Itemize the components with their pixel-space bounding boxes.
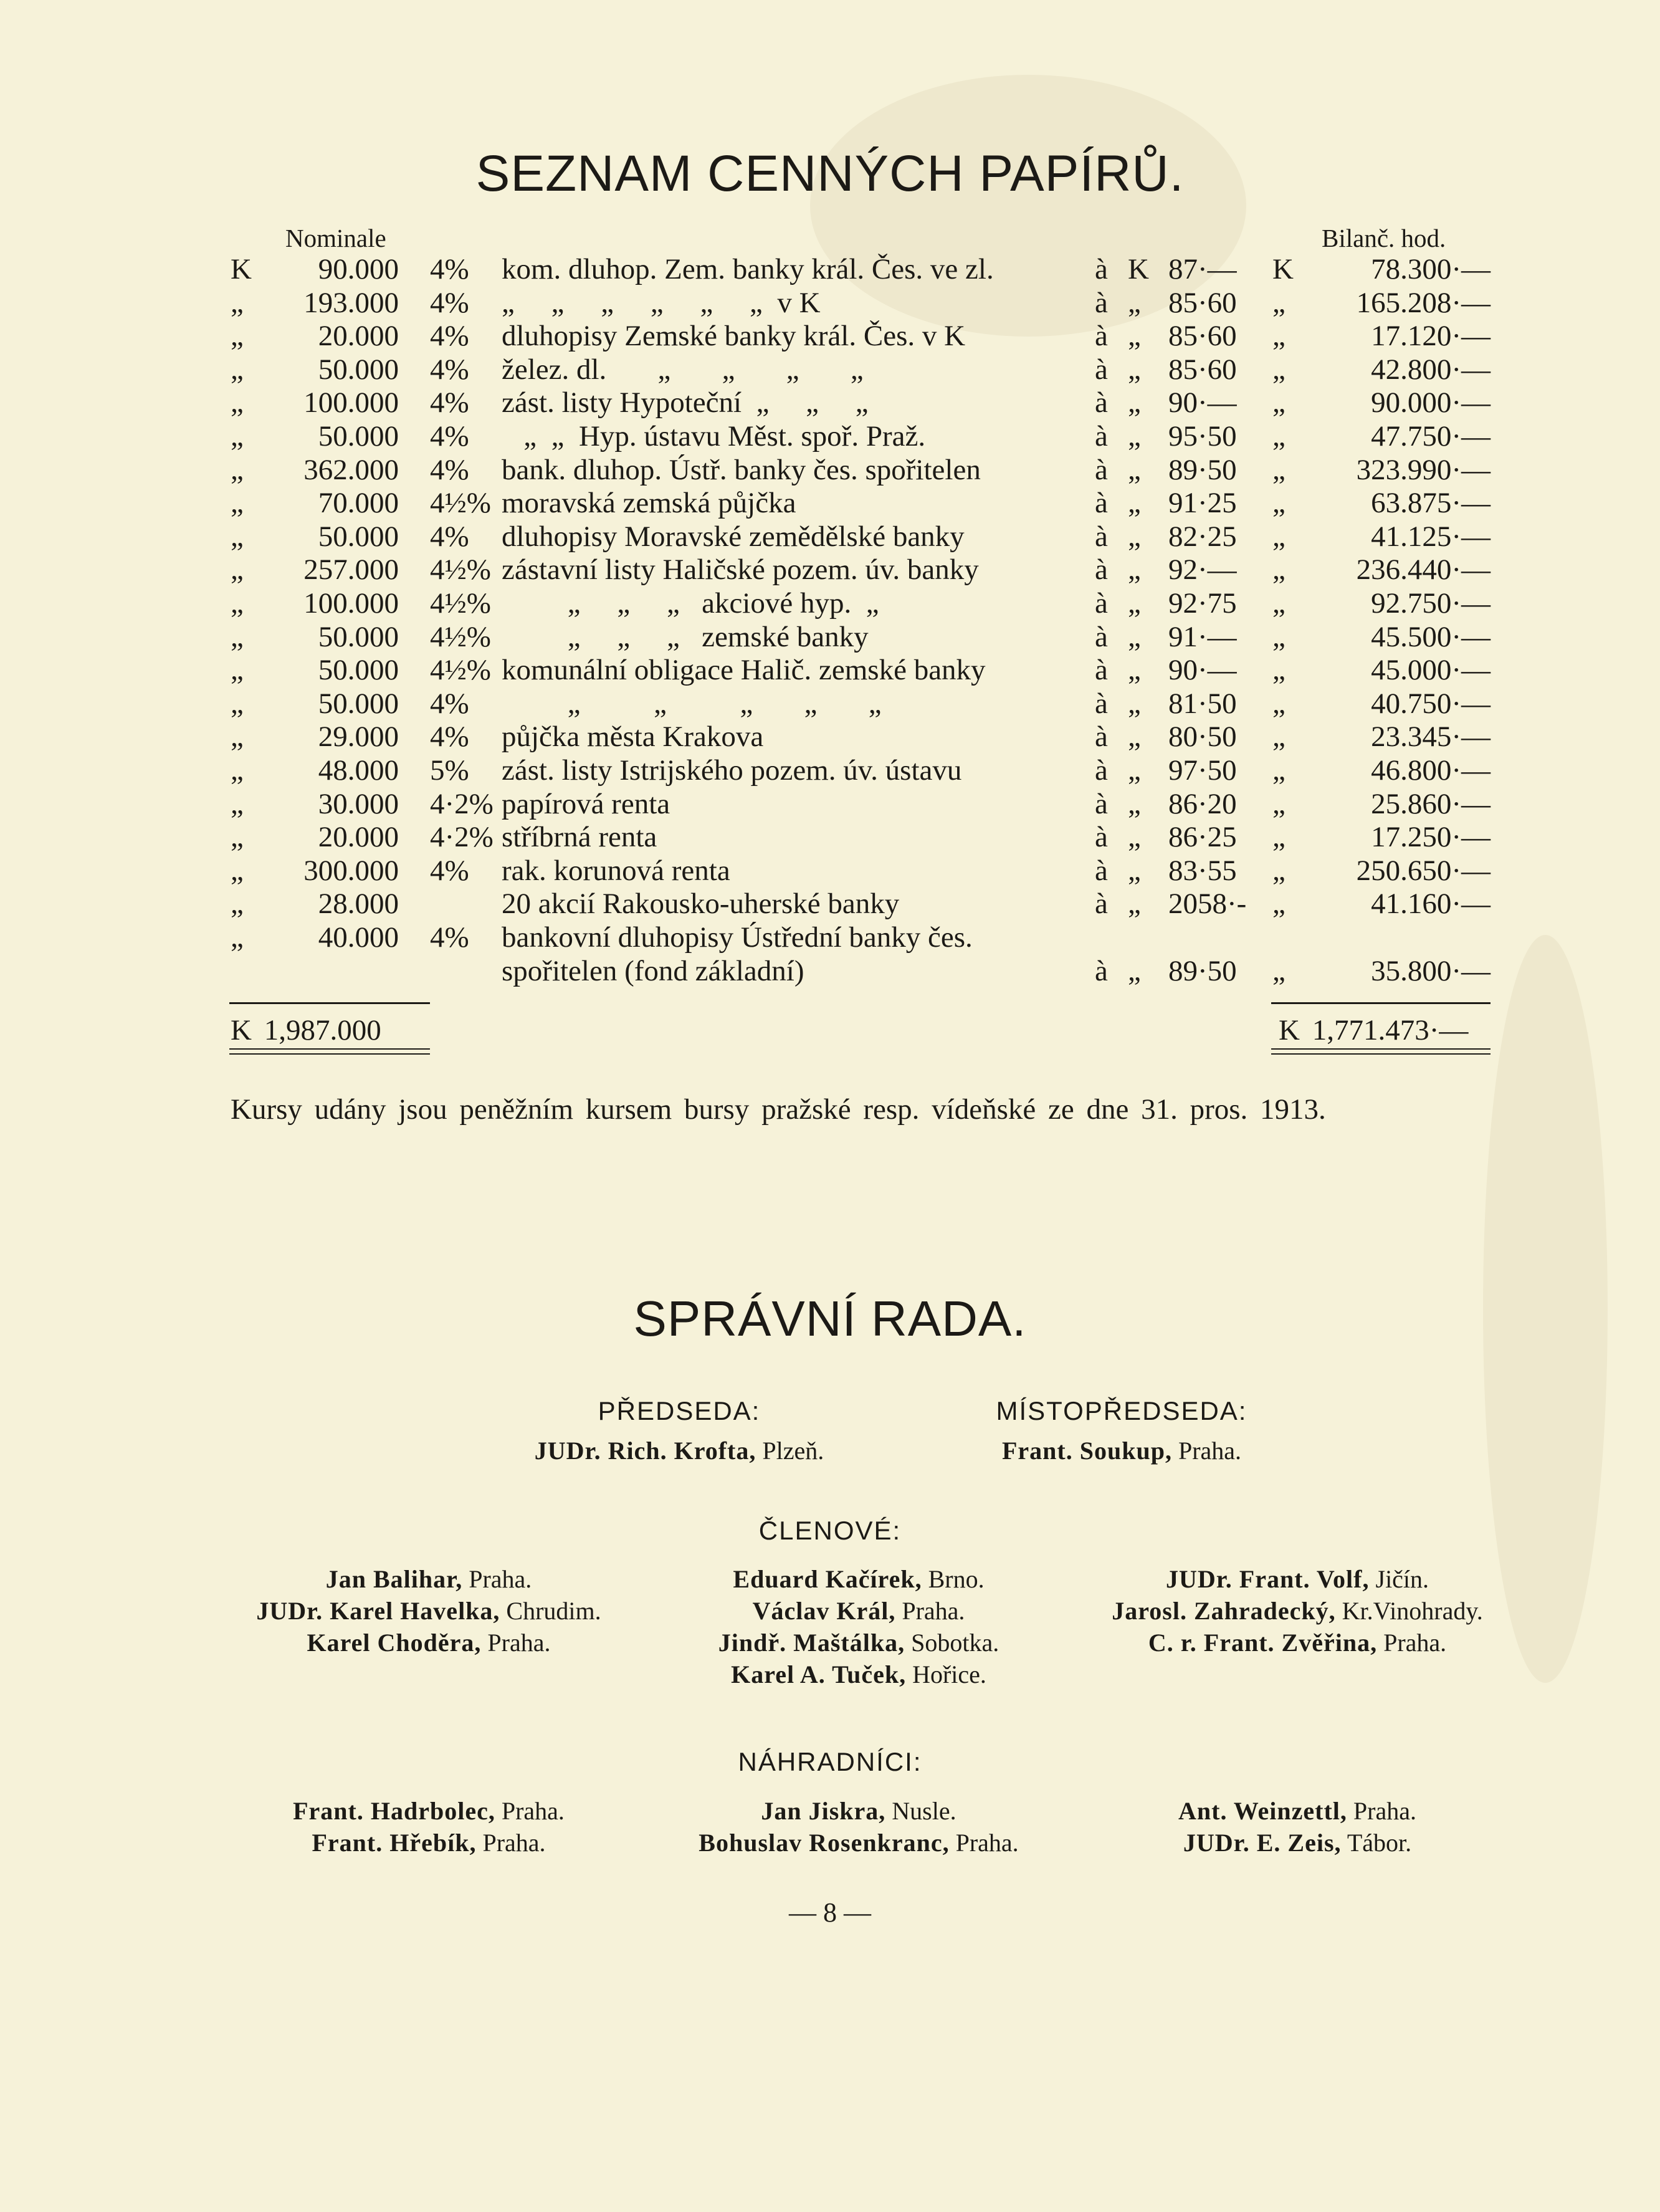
- cell-desc: „ „ „ „ „: [502, 687, 882, 720]
- cell-pcur: „: [1128, 420, 1141, 452]
- table-row: [0, 353, 1660, 386]
- cell-a: à: [1095, 854, 1108, 887]
- person-entry: [609, 1659, 1108, 1691]
- person-name: Karel A. Tuček,: [731, 1660, 907, 1688]
- person-name: Jan Balihar,: [325, 1565, 463, 1593]
- person-entry: [1048, 1595, 1547, 1627]
- cell-cur: K: [231, 253, 252, 285]
- cell-price: 89·50: [1168, 954, 1237, 987]
- cell-nom: 362.000: [303, 453, 399, 486]
- cell-nom: 50.000: [318, 353, 399, 386]
- person-place: Jičín.: [1375, 1565, 1429, 1593]
- table-row: [0, 320, 1660, 353]
- balance-column-header: Bilanč. hod.: [1322, 224, 1446, 252]
- table-row: [0, 955, 1660, 988]
- cell-rate: 4%: [430, 687, 469, 720]
- cell-bal: 42.800·—: [1371, 353, 1491, 386]
- page-number: — 8 —: [789, 1897, 871, 1928]
- cell-bcur: „: [1272, 854, 1286, 887]
- total-rule-left: [229, 1002, 430, 1004]
- cell-bcur: „: [1272, 487, 1286, 520]
- cell-desc: dluhopisy Zemské banky král. Čes. v K: [502, 320, 966, 353]
- person-name: Frant. Hřebík,: [312, 1829, 477, 1857]
- cell-price: 89·50: [1168, 453, 1237, 486]
- person-place: Praha.: [501, 1797, 565, 1825]
- cell-nom: 300.000: [303, 854, 399, 887]
- cell-cur: „: [231, 754, 244, 787]
- person-name: Frant. Hadrbolec,: [293, 1797, 495, 1825]
- cell-pcur: K: [1128, 253, 1149, 285]
- total-rule-right: [1271, 1002, 1491, 1004]
- cell-bcur: „: [1272, 320, 1286, 353]
- cell-cur: „: [231, 888, 244, 921]
- cell-bcur: „: [1272, 654, 1286, 687]
- cell-price: 97·50: [1168, 754, 1237, 787]
- cell-nom: 20.000: [318, 821, 399, 854]
- vice-chair-name: Frant. Soukup,: [1001, 1437, 1172, 1465]
- cell-desc: zástavní listy Haličské pozem. úv. banky: [502, 553, 979, 587]
- members-label: ČLENOVÉ:: [758, 1516, 902, 1545]
- cell-rate: 5%: [430, 754, 469, 787]
- cell-bal: 40.750·—: [1371, 687, 1491, 720]
- cell-bal: 236.440·—: [1356, 553, 1491, 587]
- table-row: [0, 821, 1660, 854]
- cell-pcur: „: [1128, 687, 1141, 720]
- cell-a: à: [1095, 353, 1108, 386]
- cell-nom: 40.000: [318, 921, 399, 954]
- person-entry: [609, 1563, 1108, 1596]
- person-place: Sobotka.: [911, 1629, 999, 1657]
- person-name: Jindř. Maštálka,: [718, 1629, 905, 1657]
- cell-bal: 23.345·—: [1371, 721, 1491, 754]
- cell-price: 95·50: [1168, 420, 1237, 452]
- table-row: [0, 287, 1660, 320]
- cell-bcur: „: [1272, 353, 1286, 386]
- cell-pcur: „: [1128, 453, 1141, 486]
- person-entry: [179, 1595, 678, 1627]
- cell-price: 83·55: [1168, 854, 1237, 887]
- cell-price: 82·25: [1168, 520, 1237, 553]
- table-row: [0, 621, 1660, 654]
- person-place: Praha.: [955, 1829, 1019, 1857]
- cell-rate: 4%: [430, 386, 469, 419]
- cell-nom: 90.000: [318, 253, 399, 285]
- table-row: [0, 788, 1660, 821]
- cell-nom: 50.000: [318, 687, 399, 720]
- cell-a: à: [1095, 787, 1108, 820]
- cell-bal: 41.160·—: [1371, 888, 1491, 921]
- person-entry: [179, 1827, 678, 1859]
- cell-bcur: „: [1272, 453, 1286, 486]
- cell-desc: moravská zemská půjčka: [502, 487, 796, 520]
- nominal-column-header: Nominale: [285, 224, 386, 252]
- cell-price: 90·—: [1168, 386, 1237, 419]
- cell-pcur: „: [1128, 520, 1141, 553]
- cell-desc: „ „ „ akciové hyp. „: [502, 587, 879, 620]
- cell-a: à: [1095, 754, 1108, 787]
- table-row: [0, 888, 1660, 921]
- cell-bcur: „: [1272, 821, 1286, 854]
- total-double-rule-left-1: [229, 1048, 430, 1050]
- cell-bal: 90.000·—: [1371, 386, 1491, 419]
- cell-cur: „: [231, 487, 244, 520]
- cell-desc: rak. korunová renta: [502, 854, 730, 887]
- table-row: [0, 921, 1660, 954]
- cell-bcur: „: [1272, 620, 1286, 653]
- person-place: Kr.Vinohrady.: [1342, 1597, 1483, 1625]
- person-entry: [1048, 1563, 1547, 1596]
- cell-cur: „: [231, 553, 244, 587]
- cell-cur: „: [231, 854, 244, 887]
- cell-pcur: „: [1128, 787, 1141, 820]
- person-place: Praha.: [482, 1829, 546, 1857]
- cell-nom: 70.000: [318, 487, 399, 520]
- cell-bal: 92.750·—: [1371, 587, 1491, 620]
- table-row: [0, 754, 1660, 787]
- cell-desc: komunální obligace Halič. zemské banky: [502, 654, 986, 687]
- vice-chair-place: Praha.: [1178, 1437, 1242, 1465]
- cell-rate: 4%: [430, 453, 469, 486]
- cell-bcur: „: [1272, 954, 1286, 987]
- cell-desc: půjčka města Krakova: [502, 721, 764, 754]
- cell-rate: 4%: [430, 520, 469, 553]
- cell-nom: 50.000: [318, 520, 399, 553]
- person-place: Praha.: [1353, 1797, 1416, 1825]
- table-row: [0, 687, 1660, 721]
- cell-rate: 4%: [430, 921, 469, 954]
- cell-cur: „: [231, 386, 244, 419]
- cell-a: à: [1095, 420, 1108, 452]
- table-row: [0, 553, 1660, 587]
- cell-pcur: „: [1128, 587, 1141, 620]
- cell-rate: 4%: [430, 286, 469, 319]
- cell-a: à: [1095, 286, 1108, 319]
- person-place: Chrudim.: [506, 1597, 601, 1625]
- cell-a: à: [1095, 888, 1108, 921]
- cell-pcur: „: [1128, 854, 1141, 887]
- cell-a: à: [1095, 721, 1108, 754]
- cell-price: 91·25: [1168, 487, 1237, 520]
- cell-price: 85·60: [1168, 286, 1237, 319]
- cell-desc: 20 akcií Rakousko-uherské banky: [502, 888, 900, 921]
- cell-pcur: „: [1128, 553, 1141, 587]
- cell-desc: zást. listy Hypoteční „ „ „: [502, 386, 869, 419]
- cell-cur: „: [231, 721, 244, 754]
- person-place: Praha.: [487, 1629, 551, 1657]
- cell-desc: „ „ „ zemské banky: [502, 620, 869, 653]
- table-row: [0, 855, 1660, 888]
- cell-cur: „: [231, 620, 244, 653]
- cell-desc: „ „ „ „ „ „ v K: [502, 286, 821, 319]
- table-row: [0, 654, 1660, 687]
- chair-label: PŘEDSEDA:: [598, 1396, 761, 1425]
- cell-rate: 4%: [430, 420, 469, 452]
- person-name: JUDr. Frant. Volf,: [1165, 1565, 1370, 1593]
- cell-bcur: „: [1272, 286, 1286, 319]
- cell-a: à: [1095, 587, 1108, 620]
- cell-price: 85·60: [1168, 353, 1237, 386]
- cell-a: à: [1095, 520, 1108, 553]
- cell-desc: dluhopisy Moravské zemědělské banky: [502, 520, 965, 553]
- cell-pcur: „: [1128, 721, 1141, 754]
- person-entry: [179, 1563, 678, 1596]
- cell-rate: 4%: [430, 320, 469, 353]
- person-place: Brno.: [928, 1565, 985, 1593]
- cell-price: 86·20: [1168, 787, 1237, 820]
- total-double-rule-left-2: [229, 1053, 430, 1055]
- person-name: Ant. Weinzettl,: [1178, 1797, 1347, 1825]
- cell-a: à: [1095, 687, 1108, 720]
- cell-bcur: „: [1272, 420, 1286, 452]
- cell-desc: kom. dluhop. Zem. banky král. Čes. ve zl.: [502, 253, 994, 285]
- person-name: Bohuslav Rosenkranc,: [699, 1829, 950, 1857]
- cell-bal: 250.650·—: [1356, 854, 1491, 887]
- person-name: Karel Choděra,: [307, 1629, 482, 1657]
- cell-bcur: „: [1272, 787, 1286, 820]
- person-entry: [609, 1827, 1108, 1859]
- cell-a: à: [1095, 821, 1108, 854]
- table-row: [0, 420, 1660, 453]
- cell-cur: „: [231, 821, 244, 854]
- cell-bcur: „: [1272, 553, 1286, 587]
- cell-bcur: „: [1272, 587, 1286, 620]
- table-row: [0, 454, 1660, 487]
- cell-price: 92·75: [1168, 587, 1237, 620]
- cell-price: 2058·-: [1168, 888, 1247, 921]
- person-place: Praha.: [902, 1597, 965, 1625]
- person-name: Jarosl. Zahradecký,: [1112, 1597, 1336, 1625]
- cell-pcur: „: [1128, 654, 1141, 687]
- cell-rate: 4½%: [430, 587, 491, 620]
- person-name: C. r. Frant. Zvěřina,: [1148, 1629, 1378, 1657]
- cell-nom: 28.000: [318, 888, 399, 921]
- cell-cur: „: [231, 921, 244, 954]
- cell-cur: „: [231, 320, 244, 353]
- cell-desc: papírová renta: [502, 787, 670, 820]
- cell-desc: „ „ Hyp. ústavu Měst. spoř. Praž.: [502, 420, 926, 452]
- cell-nom: 50.000: [318, 420, 399, 452]
- cell-pcur: „: [1128, 386, 1141, 419]
- person-entry: [609, 1595, 1108, 1627]
- cell-bcur: „: [1272, 520, 1286, 553]
- person-entry: [1048, 1827, 1547, 1859]
- cell-nom: 100.000: [303, 386, 399, 419]
- cell-nom: 100.000: [303, 587, 399, 620]
- chair-name: JUDr. Rich. Krofta,: [534, 1437, 756, 1465]
- person-place: Nusle.: [892, 1797, 956, 1825]
- cell-cur: „: [231, 420, 244, 452]
- cell-cur: „: [231, 787, 244, 820]
- total-balance: K 1,771.473·—: [1279, 1014, 1469, 1046]
- cell-bcur: „: [1272, 386, 1286, 419]
- cell-a: à: [1095, 386, 1108, 419]
- cell-price: 92·—: [1168, 553, 1237, 587]
- cell-price: 85·60: [1168, 320, 1237, 353]
- table-row: [0, 253, 1660, 286]
- cell-nom: 30.000: [318, 787, 399, 820]
- cell-a: à: [1095, 320, 1108, 353]
- cell-bcur: „: [1272, 687, 1286, 720]
- person-place: Praha.: [1383, 1629, 1447, 1657]
- cell-pcur: „: [1128, 487, 1141, 520]
- cell-a: à: [1095, 654, 1108, 687]
- person-name: JUDr. Karel Havelka,: [256, 1597, 500, 1625]
- cell-rate: 4½%: [430, 654, 491, 687]
- table-row: [0, 587, 1660, 620]
- cell-price: 90·—: [1168, 654, 1237, 687]
- cell-bcur: „: [1272, 721, 1286, 754]
- person-entry: [609, 1795, 1108, 1827]
- cell-a: à: [1095, 453, 1108, 486]
- table-row: [0, 721, 1660, 754]
- person-name: JUDr. E. Zeis,: [1183, 1829, 1342, 1857]
- table-row: [0, 520, 1660, 553]
- cell-bal: 78.300·—: [1371, 253, 1491, 285]
- cell-a: à: [1095, 620, 1108, 653]
- person-entry: [1048, 1795, 1547, 1827]
- cell-rate: 4½%: [430, 487, 491, 520]
- cell-bal: 323.990·—: [1356, 453, 1491, 486]
- cell-cur: „: [231, 587, 244, 620]
- cell-bcur: K: [1272, 253, 1294, 285]
- cell-bal: 45.500·—: [1371, 620, 1491, 653]
- cell-bal: 46.800·—: [1371, 754, 1491, 787]
- cell-pcur: „: [1128, 620, 1141, 653]
- cell-nom: 50.000: [318, 620, 399, 653]
- substitutes-label: NÁHRADNÍCI:: [738, 1747, 922, 1776]
- cell-cur: „: [231, 453, 244, 486]
- cell-pcur: „: [1128, 353, 1141, 386]
- cell-pcur: „: [1128, 888, 1141, 921]
- total-double-rule-right-2: [1271, 1053, 1491, 1055]
- cell-pcur: „: [1128, 754, 1141, 787]
- total-nominal: K 1,987.000: [231, 1014, 381, 1046]
- table-row: [0, 487, 1660, 520]
- cell-cur: „: [231, 687, 244, 720]
- vice-chair-entry: [872, 1435, 1371, 1467]
- securities-table: [0, 0, 1660, 1060]
- cell-rate: 4%: [430, 353, 469, 386]
- cell-price: 86·25: [1168, 821, 1237, 854]
- cell-rate: 4%: [430, 721, 469, 754]
- cell-rate: 4½%: [430, 553, 491, 587]
- cell-price: 91·—: [1168, 620, 1237, 653]
- chair-entry: [430, 1435, 928, 1467]
- cell-rate: 4%: [430, 854, 469, 887]
- table-row: [0, 386, 1660, 419]
- cell-pcur: „: [1128, 286, 1141, 319]
- cell-bal: 35.800·—: [1371, 954, 1491, 987]
- cell-nom: 50.000: [318, 654, 399, 687]
- cell-desc: bankovní dluhopisy Ústřední banky čes.: [502, 921, 973, 954]
- cell-rate: 4·2%: [430, 787, 494, 820]
- cell-pcur: „: [1128, 821, 1141, 854]
- cell-cur: „: [231, 286, 244, 319]
- cell-a: à: [1095, 954, 1108, 987]
- person-place: Tábor.: [1347, 1829, 1412, 1857]
- cell-desc: stříbrná renta: [502, 821, 657, 854]
- cell-desc: zást. listy Istrijského pozem. úv. ústavu: [502, 754, 962, 787]
- cell-a: à: [1095, 253, 1108, 285]
- cell-nom: 257.000: [303, 553, 399, 587]
- person-entry: [609, 1627, 1108, 1659]
- cell-desc: spořitelen (fond základní): [502, 954, 804, 987]
- cell-bal: 63.875·—: [1371, 487, 1491, 520]
- cell-bal: 41.125·—: [1371, 520, 1491, 553]
- cell-nom: 29.000: [318, 721, 399, 754]
- cell-bal: 45.000·—: [1371, 654, 1491, 687]
- cell-bal: 17.120·—: [1371, 320, 1491, 353]
- person-entry: [179, 1795, 678, 1827]
- cell-nom: 48.000: [318, 754, 399, 787]
- person-name: Václav Král,: [752, 1597, 896, 1625]
- cell-a: à: [1095, 553, 1108, 587]
- cell-nom: 193.000: [303, 286, 399, 319]
- vice-chair-label: MÍSTOPŘEDSEDA:: [996, 1396, 1247, 1425]
- cell-bal: 165.208·—: [1356, 286, 1491, 319]
- cell-bal: 47.750·—: [1371, 420, 1491, 452]
- person-name: Eduard Kačírek,: [733, 1565, 922, 1593]
- cell-price: 87·—: [1168, 253, 1237, 285]
- cell-price: 81·50: [1168, 687, 1237, 720]
- cell-a: à: [1095, 487, 1108, 520]
- cell-pcur: „: [1128, 954, 1141, 987]
- chair-place: Plzeň.: [762, 1437, 824, 1465]
- cell-rate: 4%: [430, 253, 469, 285]
- person-entry: [1048, 1627, 1547, 1659]
- cell-bal: 17.250·—: [1371, 821, 1491, 854]
- cell-desc: bank. dluhop. Ústř. banky čes. spořitelen: [502, 453, 981, 486]
- person-place: Praha.: [469, 1565, 532, 1593]
- page-title: SEZNAM CENNÝCH PAPÍRŮ.: [475, 145, 1185, 202]
- cell-cur: „: [231, 353, 244, 386]
- exchange-rate-note: Kursy udány jsou peněžním kursem bursy pražské resp. vídeňské ze dne 31. pros. 1913.: [231, 1093, 1326, 1126]
- cell-cur: „: [231, 520, 244, 553]
- cell-price: 80·50: [1168, 721, 1237, 754]
- cell-rate: 4½%: [430, 620, 491, 653]
- cell-bcur: „: [1272, 888, 1286, 921]
- cell-pcur: „: [1128, 320, 1141, 353]
- person-name: Jan Jiskra,: [761, 1797, 886, 1825]
- cell-cur: „: [231, 654, 244, 687]
- cell-nom: 20.000: [318, 320, 399, 353]
- person-place: Hořice.: [912, 1660, 986, 1688]
- cell-bal: 25.860·—: [1371, 787, 1491, 820]
- person-entry: [179, 1627, 678, 1659]
- total-double-rule-right-1: [1271, 1048, 1491, 1050]
- board-heading: SPRÁVNÍ RADA.: [633, 1291, 1027, 1346]
- cell-desc: želez. dl. „ „ „ „: [502, 353, 864, 386]
- cell-rate: 4·2%: [430, 821, 494, 854]
- cell-bcur: „: [1272, 754, 1286, 787]
